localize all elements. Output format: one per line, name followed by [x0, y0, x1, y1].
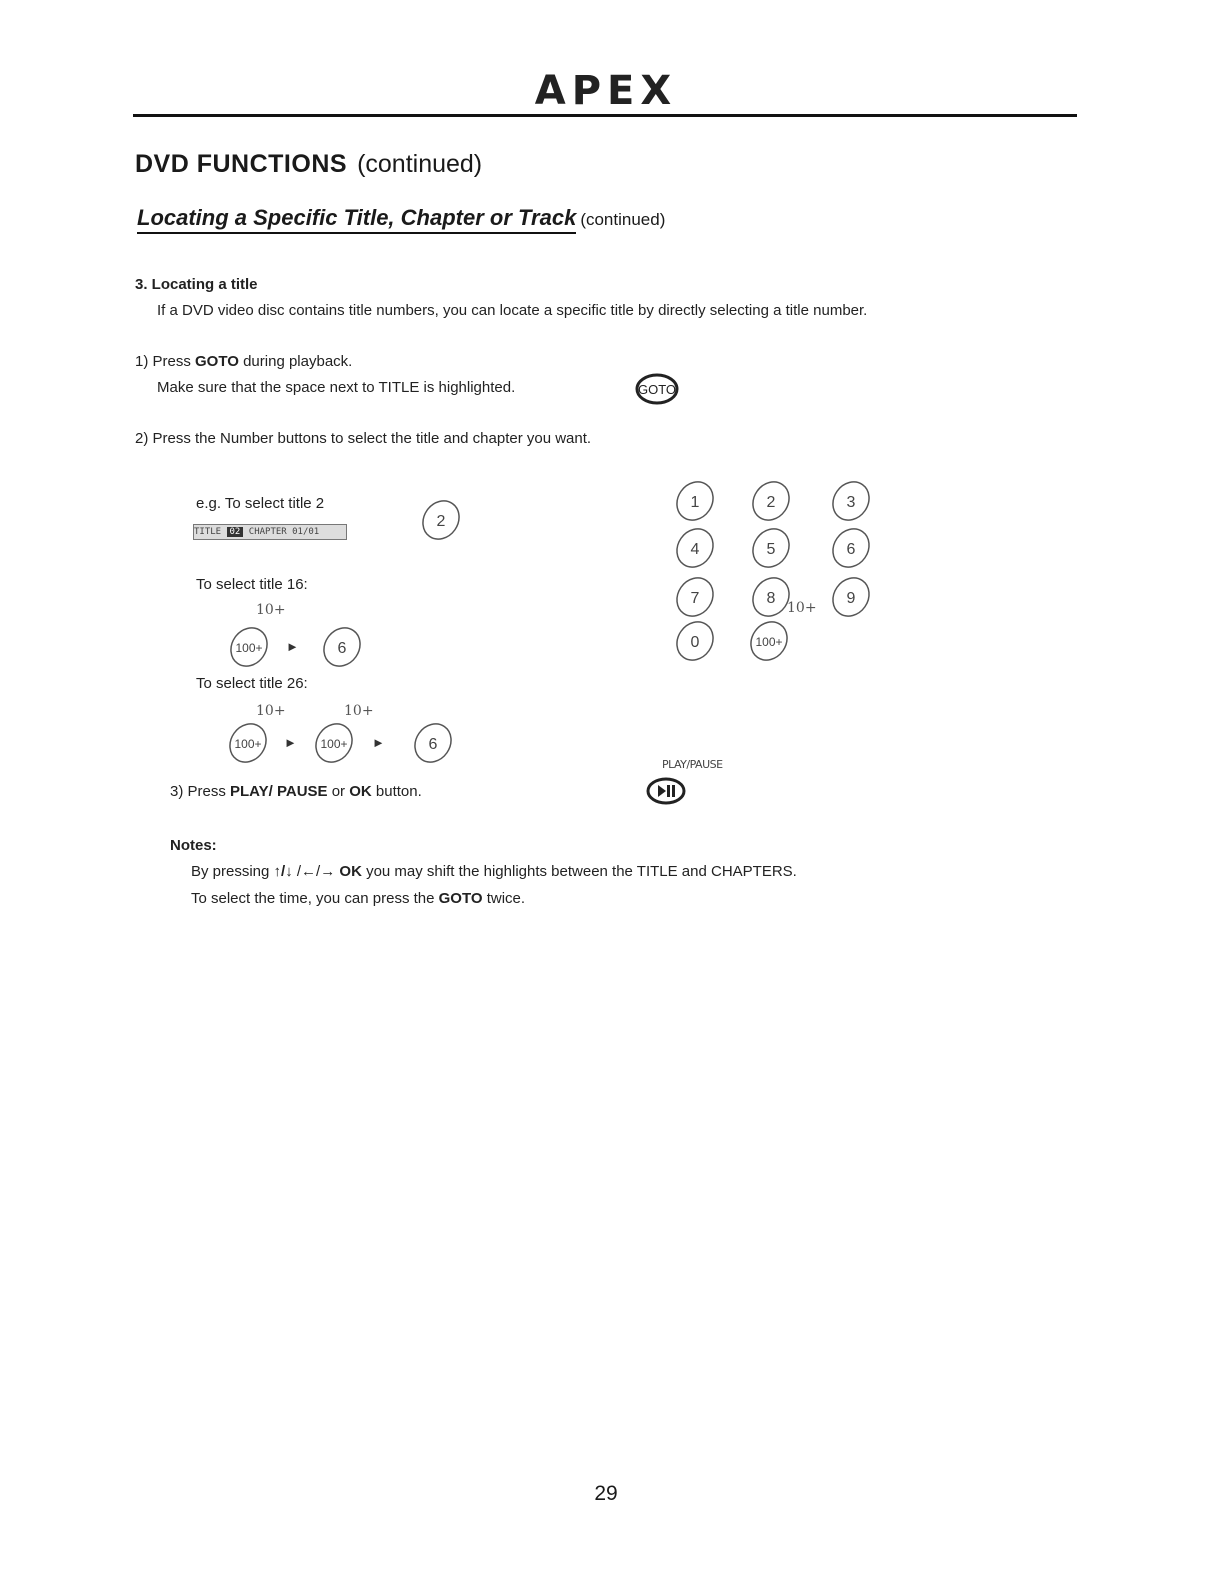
play-pause-label: PLAY/PAUSE: [662, 758, 723, 771]
keypad-4-icon: [672, 525, 718, 571]
goto-button-icon: [634, 372, 680, 406]
arrow-icon: ►: [284, 735, 297, 750]
keypad-2-icon: [748, 478, 794, 524]
keypad-3-icon: [828, 478, 874, 524]
svg-text:9: 9: [846, 590, 856, 607]
ten-plus-label-c: 10+: [344, 703, 374, 719]
page-number: 29: [594, 1482, 618, 1505]
example-title26-label: To select title 26:: [196, 675, 308, 692]
notes-line2: To select the time, you can press the GOTO twice.: [191, 890, 526, 907]
ok-key: OK: [349, 783, 372, 800]
svg-text:3: 3: [846, 494, 856, 511]
hundred-plus-icon: [311, 720, 357, 766]
svg-text:6: 6: [428, 736, 438, 753]
keypad-7-icon: [672, 574, 718, 620]
goto-icon-label: GOTO: [637, 382, 677, 397]
logo-text: APEX: [534, 68, 678, 114]
keypad-ten-plus-label: 10+: [787, 600, 817, 616]
number-6-icon: [319, 624, 365, 670]
svg-text:4: 4: [690, 541, 700, 558]
goto-key: GOTO: [438, 890, 483, 907]
page-title: [135, 150, 482, 179]
svg-text:5: 5: [766, 541, 776, 558]
svg-text:8: 8: [766, 590, 776, 607]
svg-text:100+: 100+: [235, 641, 263, 655]
subtitle-main: Locating a Specific Title, Chapter or Track: [137, 205, 576, 234]
play-pause-key: PLAY/ PAUSE: [230, 783, 328, 800]
step2-text: 2) Press the Number buttons to select the title and chapter you want.: [135, 430, 592, 447]
play-pause-icon: [645, 776, 687, 806]
arrow-up-down-icon: ↑/↓: [273, 863, 293, 880]
keypad-1-icon: [672, 478, 718, 524]
svg-text:2: 2: [766, 494, 776, 511]
header-rule: [133, 114, 1077, 117]
svg-text:2: 2: [436, 513, 446, 530]
ok-key: OK: [339, 863, 362, 880]
hundred-plus-icon: [225, 720, 271, 766]
example-title2-label: e.g. To select title 2: [196, 495, 325, 512]
title-main: DVD FUNCTIONS: [135, 150, 348, 178]
arrow-icon: ►: [286, 639, 299, 654]
ten-plus-label-b: 10+: [256, 703, 286, 719]
hundred-plus-icon: [226, 624, 272, 670]
number-2-icon: [418, 497, 464, 543]
svg-text:1: 1: [690, 494, 700, 511]
arrow-icon: ►: [372, 735, 385, 750]
number-6-icon: [410, 720, 456, 766]
svg-text:100+: 100+: [320, 737, 348, 751]
svg-text:0: 0: [690, 634, 700, 651]
svg-text:6: 6: [846, 541, 856, 558]
section-subtitle: [137, 205, 665, 231]
ten-plus-label-a: 10+: [256, 602, 286, 618]
svg-text:100+: 100+: [234, 737, 262, 751]
svg-text:7: 7: [690, 590, 700, 607]
arrow-left-right-icon: /←/→: [296, 863, 336, 880]
goto-key: GOTO: [195, 353, 239, 370]
svg-text:100+: 100+: [755, 635, 783, 649]
keypad-0-icon: [672, 618, 718, 664]
keypad-9-icon: [828, 574, 874, 620]
osd-bar: TITLE 02 CHAPTER 01/01: [193, 524, 347, 540]
section-heading: 3. Locating a title: [135, 276, 258, 293]
keypad-hundred-plus-icon: [746, 618, 792, 664]
step1-line1: 1) Press GOTO during playback.: [135, 353, 353, 370]
notes-line1: By pressing ↑/↓ /←/→ OK you may shift the highlights between the TITLE and CHAPTERS.: [191, 863, 797, 880]
section-intro: If a DVD video disc contains title numbers, you can locate a specific title by directly selecting a title number.: [157, 302, 868, 319]
keypad-5-icon: [748, 525, 794, 571]
title-suffix: (continued): [357, 150, 483, 178]
svg-text:6: 6: [337, 640, 347, 657]
osd-highlight: 02: [227, 527, 244, 537]
step1-line2: Make sure that the space next to TITLE is highlighted.: [157, 379, 516, 396]
example-title16-label: To select title 16:: [196, 576, 308, 593]
keypad-6-icon: [828, 525, 874, 571]
brand-logo: [0, 68, 1212, 114]
step3-text: 3) Press PLAY/ PAUSE or OK button.: [170, 783, 422, 800]
notes-heading: Notes:: [170, 837, 217, 854]
subtitle-suffix: (continued): [580, 210, 666, 229]
